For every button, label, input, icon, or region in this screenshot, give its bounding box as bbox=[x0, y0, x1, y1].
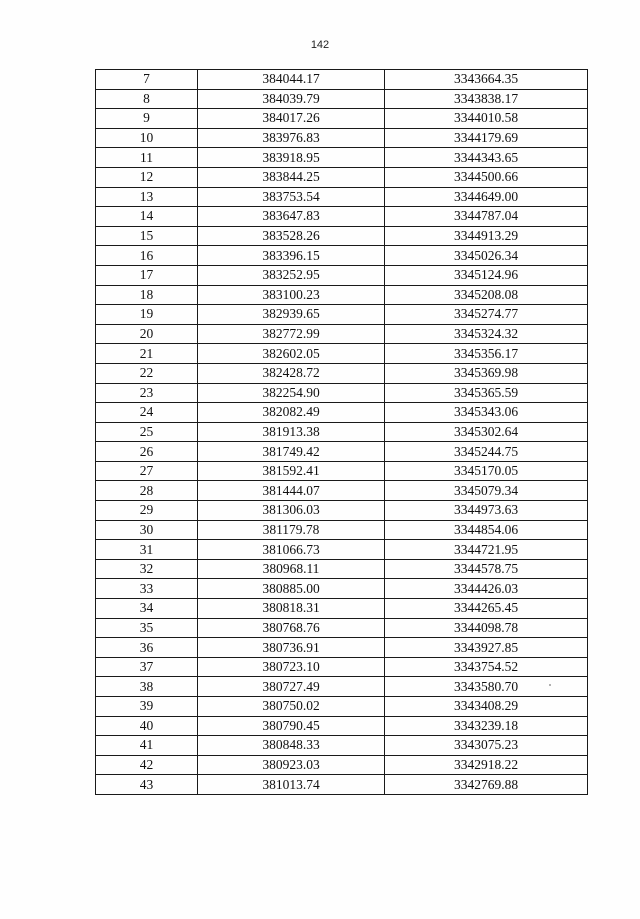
x-coordinate-cell: 383976.83 bbox=[198, 128, 385, 148]
point-number-cell: 12 bbox=[96, 167, 198, 187]
x-coordinate-cell: 380768.76 bbox=[198, 618, 385, 638]
table-row bbox=[96, 187, 588, 207]
table-row bbox=[96, 520, 588, 540]
point-number-cell: 38 bbox=[96, 677, 198, 697]
y-coordinate-cell: 3345365.59 bbox=[385, 383, 588, 403]
point-number-cell: 10 bbox=[96, 128, 198, 148]
point-number-cell: 21 bbox=[96, 344, 198, 364]
y-coordinate-cell: 3344179.69 bbox=[385, 128, 588, 148]
x-coordinate-cell: 380818.31 bbox=[198, 599, 385, 619]
point-number-cell: 31 bbox=[96, 540, 198, 560]
point-number-cell: 30 bbox=[96, 520, 198, 540]
point-number-cell: 32 bbox=[96, 559, 198, 579]
table-row bbox=[96, 265, 588, 285]
y-coordinate-cell: 3343838.17 bbox=[385, 89, 588, 109]
x-coordinate-cell: 381749.42 bbox=[198, 442, 385, 462]
y-coordinate-cell: 3342769.88 bbox=[385, 775, 588, 795]
scan-speck bbox=[549, 684, 551, 686]
y-coordinate-cell: 3344578.75 bbox=[385, 559, 588, 579]
point-number-cell: 20 bbox=[96, 324, 198, 344]
table-row bbox=[96, 677, 588, 697]
x-coordinate-cell: 381306.03 bbox=[198, 501, 385, 521]
y-coordinate-cell: 3345124.96 bbox=[385, 265, 588, 285]
y-coordinate-cell: 3345302.64 bbox=[385, 422, 588, 442]
table-row bbox=[96, 422, 588, 442]
point-number-cell: 29 bbox=[96, 501, 198, 521]
x-coordinate-cell: 383647.83 bbox=[198, 207, 385, 227]
point-number-cell: 19 bbox=[96, 305, 198, 325]
x-coordinate-cell: 382939.65 bbox=[198, 305, 385, 325]
x-coordinate-cell: 381013.74 bbox=[198, 775, 385, 795]
table-row bbox=[96, 128, 588, 148]
x-coordinate-cell: 383918.95 bbox=[198, 148, 385, 168]
y-coordinate-cell: 3343927.85 bbox=[385, 638, 588, 658]
table-row bbox=[96, 461, 588, 481]
table-row bbox=[96, 383, 588, 403]
table-row bbox=[96, 207, 588, 227]
point-number-cell: 22 bbox=[96, 363, 198, 383]
y-coordinate-cell: 3344010.58 bbox=[385, 109, 588, 129]
coordinates-table bbox=[95, 69, 588, 795]
y-coordinate-cell: 3345343.06 bbox=[385, 403, 588, 423]
y-coordinate-cell: 3343580.70 bbox=[385, 677, 588, 697]
x-coordinate-cell: 384039.79 bbox=[198, 89, 385, 109]
x-coordinate-cell: 382082.49 bbox=[198, 403, 385, 423]
x-coordinate-cell: 380723.10 bbox=[198, 657, 385, 677]
table-row bbox=[96, 481, 588, 501]
point-number-cell: 11 bbox=[96, 148, 198, 168]
point-number-cell: 33 bbox=[96, 579, 198, 599]
table-row bbox=[96, 89, 588, 109]
y-coordinate-cell: 3344500.66 bbox=[385, 167, 588, 187]
table-row bbox=[96, 540, 588, 560]
table-row bbox=[96, 579, 588, 599]
y-coordinate-cell: 3343664.35 bbox=[385, 70, 588, 90]
x-coordinate-cell: 383396.15 bbox=[198, 246, 385, 266]
point-number-cell: 24 bbox=[96, 403, 198, 423]
table-row bbox=[96, 246, 588, 266]
y-coordinate-cell: 3343408.29 bbox=[385, 697, 588, 717]
y-coordinate-cell: 3344098.78 bbox=[385, 618, 588, 638]
table-row bbox=[96, 226, 588, 246]
y-coordinate-cell: 3344265.45 bbox=[385, 599, 588, 619]
table-row bbox=[96, 148, 588, 168]
table-row bbox=[96, 442, 588, 462]
x-coordinate-cell: 380736.91 bbox=[198, 638, 385, 658]
x-coordinate-cell: 381444.07 bbox=[198, 481, 385, 501]
table-row bbox=[96, 501, 588, 521]
point-number-cell: 16 bbox=[96, 246, 198, 266]
table-row bbox=[96, 324, 588, 344]
y-coordinate-cell: 3345369.98 bbox=[385, 363, 588, 383]
x-coordinate-cell: 380923.03 bbox=[198, 755, 385, 775]
x-coordinate-cell: 382602.05 bbox=[198, 344, 385, 364]
x-coordinate-cell: 380848.33 bbox=[198, 736, 385, 756]
y-coordinate-cell: 3344973.63 bbox=[385, 501, 588, 521]
y-coordinate-cell: 3343239.18 bbox=[385, 716, 588, 736]
point-number-cell: 15 bbox=[96, 226, 198, 246]
x-coordinate-cell: 382428.72 bbox=[198, 363, 385, 383]
y-coordinate-cell: 3345244.75 bbox=[385, 442, 588, 462]
y-coordinate-cell: 3343754.52 bbox=[385, 657, 588, 677]
x-coordinate-cell: 380968.11 bbox=[198, 559, 385, 579]
y-coordinate-cell: 3344854.06 bbox=[385, 520, 588, 540]
point-number-cell: 23 bbox=[96, 383, 198, 403]
y-coordinate-cell: 3344913.29 bbox=[385, 226, 588, 246]
table-row bbox=[96, 638, 588, 658]
point-number-cell: 13 bbox=[96, 187, 198, 207]
y-coordinate-cell: 3345170.05 bbox=[385, 461, 588, 481]
x-coordinate-cell: 384044.17 bbox=[198, 70, 385, 90]
table-row bbox=[96, 618, 588, 638]
x-coordinate-cell: 383528.26 bbox=[198, 226, 385, 246]
table-row bbox=[96, 716, 588, 736]
point-number-cell: 26 bbox=[96, 442, 198, 462]
y-coordinate-cell: 3344721.95 bbox=[385, 540, 588, 560]
y-coordinate-cell: 3344426.03 bbox=[385, 579, 588, 599]
y-coordinate-cell: 3345208.08 bbox=[385, 285, 588, 305]
y-coordinate-cell: 3343075.23 bbox=[385, 736, 588, 756]
point-number-cell: 41 bbox=[96, 736, 198, 756]
point-number-cell: 14 bbox=[96, 207, 198, 227]
table-row bbox=[96, 599, 588, 619]
table-row bbox=[96, 657, 588, 677]
x-coordinate-cell: 381913.38 bbox=[198, 422, 385, 442]
table-row bbox=[96, 285, 588, 305]
point-number-cell: 8 bbox=[96, 89, 198, 109]
y-coordinate-cell: 3345324.32 bbox=[385, 324, 588, 344]
table-row bbox=[96, 775, 588, 795]
y-coordinate-cell: 3344343.65 bbox=[385, 148, 588, 168]
table-row bbox=[96, 109, 588, 129]
y-coordinate-cell: 3345274.77 bbox=[385, 305, 588, 325]
x-coordinate-cell: 382772.99 bbox=[198, 324, 385, 344]
x-coordinate-cell: 381179.78 bbox=[198, 520, 385, 540]
y-coordinate-cell: 3345356.17 bbox=[385, 344, 588, 364]
table-row bbox=[96, 403, 588, 423]
table-row bbox=[96, 363, 588, 383]
table-row bbox=[96, 344, 588, 364]
table-row bbox=[96, 70, 588, 90]
table-row bbox=[96, 736, 588, 756]
x-coordinate-cell: 381066.73 bbox=[198, 540, 385, 560]
point-number-cell: 17 bbox=[96, 265, 198, 285]
table-row bbox=[96, 697, 588, 717]
table-row bbox=[96, 305, 588, 325]
x-coordinate-cell: 380727.49 bbox=[198, 677, 385, 697]
point-number-cell: 39 bbox=[96, 697, 198, 717]
point-number-cell: 18 bbox=[96, 285, 198, 305]
x-coordinate-cell: 383844.25 bbox=[198, 167, 385, 187]
point-number-cell: 7 bbox=[96, 70, 198, 90]
table-row bbox=[96, 167, 588, 187]
x-coordinate-cell: 380885.00 bbox=[198, 579, 385, 599]
point-number-cell: 9 bbox=[96, 109, 198, 129]
point-number-cell: 27 bbox=[96, 461, 198, 481]
point-number-cell: 40 bbox=[96, 716, 198, 736]
x-coordinate-cell: 384017.26 bbox=[198, 109, 385, 129]
x-coordinate-cell: 382254.90 bbox=[198, 383, 385, 403]
point-number-cell: 35 bbox=[96, 618, 198, 638]
y-coordinate-cell: 3344787.04 bbox=[385, 207, 588, 227]
x-coordinate-cell: 383753.54 bbox=[198, 187, 385, 207]
page-number: 142 bbox=[310, 39, 330, 51]
point-number-cell: 34 bbox=[96, 599, 198, 619]
x-coordinate-cell: 380750.02 bbox=[198, 697, 385, 717]
y-coordinate-cell: 3345079.34 bbox=[385, 481, 588, 501]
x-coordinate-cell: 380790.45 bbox=[198, 716, 385, 736]
table-row bbox=[96, 755, 588, 775]
point-number-cell: 37 bbox=[96, 657, 198, 677]
x-coordinate-cell: 383252.95 bbox=[198, 265, 385, 285]
x-coordinate-cell: 383100.23 bbox=[198, 285, 385, 305]
y-coordinate-cell: 3342918.22 bbox=[385, 755, 588, 775]
point-number-cell: 28 bbox=[96, 481, 198, 501]
coordinates-table-body bbox=[96, 70, 588, 795]
y-coordinate-cell: 3345026.34 bbox=[385, 246, 588, 266]
point-number-cell: 36 bbox=[96, 638, 198, 658]
point-number-cell: 43 bbox=[96, 775, 198, 795]
x-coordinate-cell: 381592.41 bbox=[198, 461, 385, 481]
y-coordinate-cell: 3344649.00 bbox=[385, 187, 588, 207]
table-row bbox=[96, 559, 588, 579]
point-number-cell: 25 bbox=[96, 422, 198, 442]
point-number-cell: 42 bbox=[96, 755, 198, 775]
